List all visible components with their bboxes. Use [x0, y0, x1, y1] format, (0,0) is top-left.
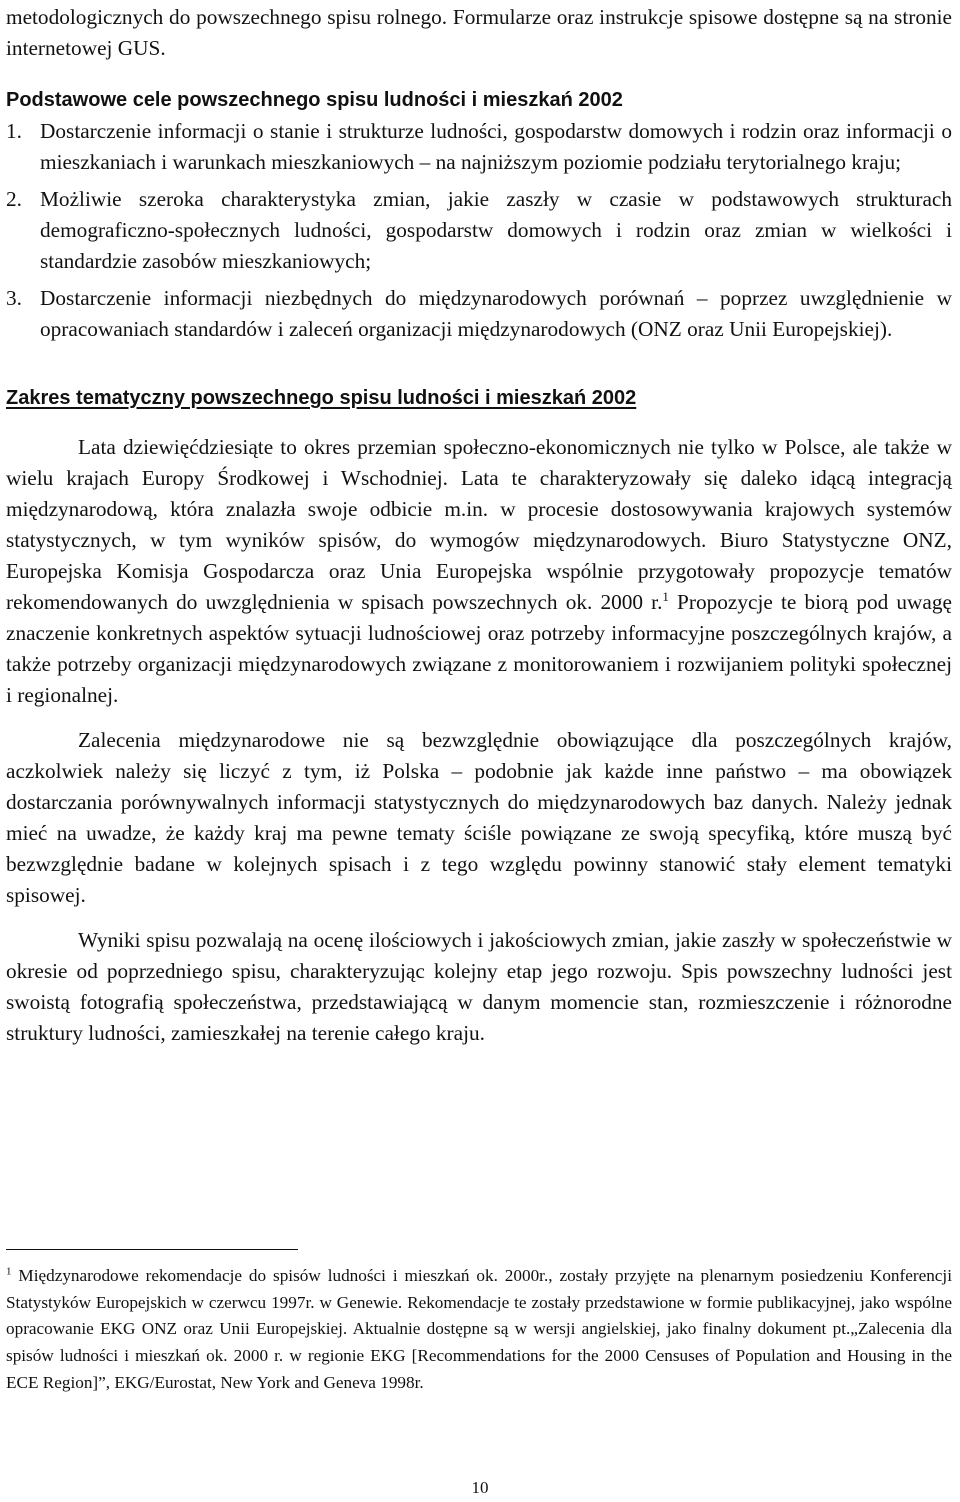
list-item-text: Dostarczenie informacji niezbędnych do międzynarodowych porównań – poprzez uwzględnienie w opracowaniach standardów i zaleceń organizacji międzynarodowych (ONZ oraz Unii Europejskiej).: [40, 286, 952, 341]
page-number: 10: [471, 1478, 489, 1497]
scope-paragraph-1: [6, 432, 952, 711]
footnote-separator: [6, 1249, 298, 1250]
scope-paragraph-1-continuation: Propozycje te biorą pod uwagę znaczenie konkretnych aspektów sytuacji ludnościowej oraz potrzeby informacyjne poszczególnych krajów, a także potrzeby organizacji międzynarodowych związane z monitorowaniem i rozwijaniem polityki społecznej i regionalnej.: [6, 590, 952, 707]
list-item-number: 2.: [6, 187, 22, 211]
document-page: [6, 0, 952, 1049]
scope-paragraph-1-text: Lata dziewięćdziesiąte to okres przemian społeczno-ekonomicznych nie tylko w Polsce, ale także w wielu krajach Europy Środkowej i Wschodniej. Lata te charakteryzowały się daleko idącą integracją międzynarodową, która znalazła swoje odbicie m.in. w procesie dostosowywania krajowych systemów statystycznych, w tym wyników spisów, do wymogów międzynarodowych. Biuro Statystyczne ONZ, Europejska Komisja Gospodarcza oraz Unia Europejska wspólnie przygotowały propozycje tematów rekomendowanych do uwzględnienia w spisach powszechnych ok. 2000 r.: [6, 435, 952, 614]
footnote-text: Międzynarodowe rekomendacje do spisów ludności i mieszkań ok. 2000r., zostały przyjęte na plenarnym posiedzeniu Konferencji Statystyków Europejskich w czerwcu 1997r. w Genewie. Rekomendacje te zostały przedstawione w formie publikacyjnej, jako wspólne opracowanie EKG ONZ oraz Unii Europejskiej. Aktualnie dostępne są w wersji angielskiej, jako finalny dokument pt.„Zalecenia dla spisów ludności i mieszkań ok. 2000 r. w regionie EKG [Recommendations for the 2000 Censuses of Population and Housing in the ECE Region]”, EKG/Eurostat, New York and Geneva 1998r.: [6, 1266, 952, 1392]
scope-heading: [6, 383, 952, 414]
list-item-number: 1.: [6, 119, 22, 143]
list-item-number: 3.: [6, 286, 22, 310]
list-item-text: Możliwie szeroka charakterystyka zmian, jakie zaszły w czasie w podstawowych strukturach demograficzno-społecznych ludności, gospodarstw domowych i rodzin oraz zmian w wielkości i standardzie zasobów mieszkaniowych;: [40, 187, 952, 273]
goals-list: [6, 116, 952, 345]
scope-heading-text: Zakres tematyczny powszechnego spisu ludności i mieszkań 2002: [6, 387, 637, 409]
scope-paragraph-2: Zalecenia międzynarodowe nie są bezwzględnie obowiązujące dla poszczególnych krajów, aczkolwiek należy się liczyć z tym, iż Polska – podobnie jak każde inne państwo – ma obowiązek dostarczania porównywalnych informacji statystycznych do międzynarodowych baz danych. Należy jednak mieć na uwadze, że każdy kraj ma pewne tematy ściśle powiązane ze swoją specyfiką, które muszą być bezwzględnie badane w kolejnych spisach i z tego względu powinny stanowić stały element tematyki spisowej.: [6, 728, 952, 907]
goals-heading: Podstawowe cele powszechnego spisu ludności i mieszkań 2002: [6, 89, 623, 111]
footnote: [6, 1263, 952, 1397]
list-item-text: Dostarczenie informacji o stanie i strukturze ludności, gospodarstw domowych i rodzin oraz informacji o mieszkaniach i warunkach mieszkaniowych – na najniższym poziomie podziału terytorialnego kraju;: [40, 119, 952, 174]
footnote-marker: 1: [6, 1265, 12, 1278]
list-item: [6, 116, 952, 178]
scope-paragraph-3: Wyniki spisu pozwalają na ocenę ilościowych i jakościowych zmian, jakie zaszły w społeczeństwie w okresie od poprzedniego spisu, charakteryzując kolejny etap jego rozwoju. Spis powszechny ludności jest swoistą fotografią społeczeństwa, przedstawiającą w danym momencie stan, rozmieszczenie i różnorodne struktury ludności, zamieszkałej na terenie całego kraju.: [6, 928, 952, 1045]
list-item: [6, 184, 952, 277]
intro-paragraph: metodologicznych do powszechnego spisu rolnego. Formularze oraz instrukcje spisowe dostępne są na stronie internetowej GUS.: [6, 5, 952, 60]
list-item: [6, 283, 952, 345]
footnote-reference[interactable]: 1: [662, 588, 669, 604]
